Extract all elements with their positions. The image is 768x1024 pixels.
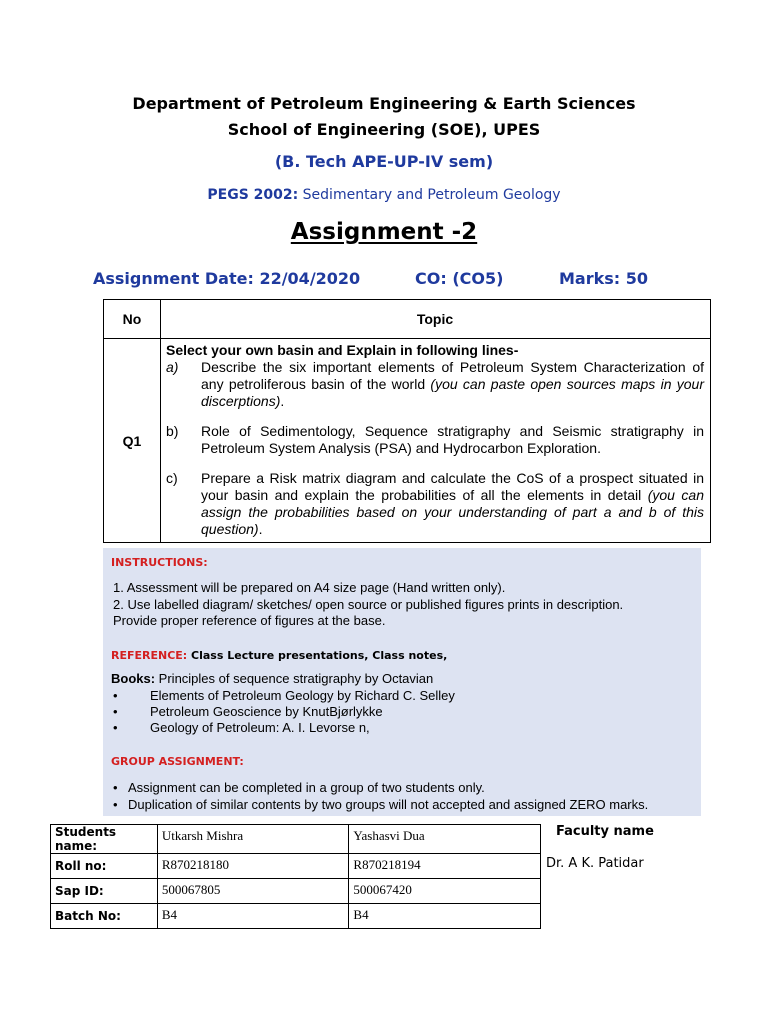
question-item-a bbox=[166, 359, 704, 411]
question-item-c bbox=[166, 470, 704, 540]
instruction-line-1: 1. Assessment will be prepared on A4 size page (Hand written only). bbox=[113, 580, 506, 595]
group-item: • Duplication of similar contents by two groups will not accepted and assigned ZERO marks. bbox=[113, 797, 649, 812]
course-outcome: CO: (CO5) bbox=[415, 269, 504, 288]
item-end: . bbox=[280, 393, 285, 409]
course-name: Sedimentary and Petroleum Geology bbox=[298, 187, 561, 203]
table-row bbox=[51, 854, 541, 879]
course-line bbox=[0, 187, 768, 203]
instruction-line-2: 2. Use labelled diagram/ sketches/ open source or published figures prints in description. bbox=[113, 597, 624, 612]
books-line bbox=[111, 670, 433, 687]
student-1-value: B4 bbox=[157, 904, 349, 929]
table-row bbox=[51, 904, 541, 929]
students-table bbox=[50, 824, 541, 929]
instruction-line-3: Provide proper reference of figures at the base. bbox=[113, 613, 386, 628]
marks: Marks: 50 bbox=[559, 269, 649, 288]
item-label: a) bbox=[166, 359, 179, 375]
item-note: (you can assign the probabilities based on your understanding of part a and b of this question) bbox=[201, 487, 704, 537]
book-item: • Elements of Petroleum Geology by Richard C. Selley bbox=[113, 688, 455, 703]
student-2-value: R870218194 bbox=[349, 854, 541, 879]
instructions-label: INSTRUCTIONS: bbox=[111, 556, 208, 569]
group-assignment-label: GROUP ASSIGNMENT: bbox=[111, 755, 244, 768]
row-label: Batch No: bbox=[51, 904, 158, 929]
assignment-date: Assignment Date: 22/04/2020 bbox=[93, 269, 361, 288]
books-label: Books: bbox=[111, 671, 156, 686]
faculty-label: Faculty name bbox=[556, 824, 654, 839]
question-heading: Select your own basin and Explain in following lines- bbox=[166, 342, 519, 358]
question-item-b bbox=[166, 423, 704, 459]
column-header-no: No bbox=[122, 311, 142, 327]
book-item: • Petroleum Geoscience by KnutBjørlykke bbox=[113, 704, 383, 719]
item-text: Role of Sedimentology, Sequence stratigraphy and Seismic stratigraphy in Petroleum System Analysis (PSA) and Hydrocarbon Exploration. bbox=[201, 423, 704, 456]
reference-label: REFERENCE: bbox=[111, 649, 188, 662]
student-1-value: R870218180 bbox=[157, 854, 349, 879]
row-label: Roll no: bbox=[51, 854, 158, 879]
department-heading: Department of Petroleum Engineering & Earth Sciences bbox=[132, 94, 636, 113]
row-label: Sap ID: bbox=[51, 879, 158, 904]
item-note: (you can paste open sources maps in your discerptions) bbox=[201, 376, 705, 409]
student-2-value: 500067420 bbox=[349, 879, 541, 904]
item-text: Prepare a Risk matrix diagram and calculate the CoS of a prospect situated in your basin and explain the probabilities of all the elements in detail bbox=[201, 470, 704, 503]
faculty-name: Dr. A K. Patidar bbox=[546, 856, 644, 871]
column-header-topic: Topic bbox=[416, 311, 454, 327]
item-label: b) bbox=[166, 423, 179, 439]
item-text: Describe the six important elements of Petroleum System Characterization of any petroliferous basin of the world bbox=[201, 359, 704, 392]
student-1-value: Utkarsh Mishra bbox=[157, 825, 349, 854]
student-2-value: B4 bbox=[349, 904, 541, 929]
item-label: c) bbox=[166, 470, 178, 486]
reference-line bbox=[111, 646, 447, 664]
course-code: PEGS 2002: bbox=[207, 187, 299, 203]
school-heading: School of Engineering (SOE), UPES bbox=[227, 120, 541, 139]
assignment-title: Assignment -2 bbox=[290, 219, 478, 245]
table-row bbox=[51, 825, 541, 854]
row-label: Students name: bbox=[51, 825, 158, 854]
table-row bbox=[51, 879, 541, 904]
question-number: Q1 bbox=[122, 433, 142, 449]
topic-table bbox=[103, 299, 711, 543]
student-1-value: 500067805 bbox=[157, 879, 349, 904]
reference-text: Class Lecture presentations, Class notes, bbox=[187, 649, 448, 662]
book-item: • Geology of Petroleum: A. I. Levorse n, bbox=[113, 720, 370, 735]
group-item: • Assignment can be completed in a group of two students only. bbox=[113, 780, 485, 795]
instructions-box bbox=[103, 548, 701, 816]
books-first: Principles of sequence stratigraphy by Octavian bbox=[155, 671, 434, 686]
item-end: . bbox=[258, 521, 263, 537]
student-2-value: Yashasvi Dua bbox=[349, 825, 541, 854]
program-heading: (B. Tech APE-UP-IV sem) bbox=[274, 152, 494, 171]
